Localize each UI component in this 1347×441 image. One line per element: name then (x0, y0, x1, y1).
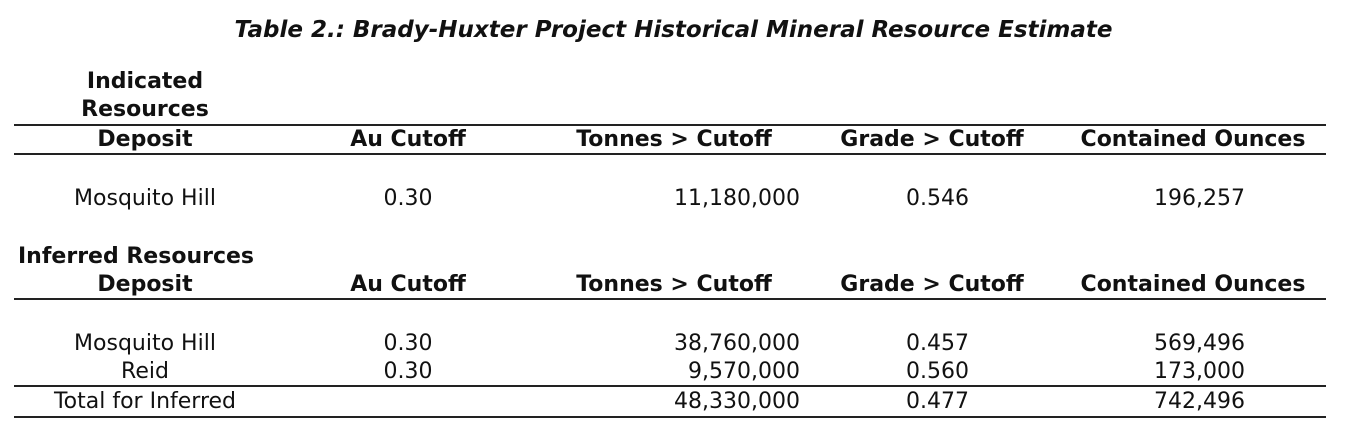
table-bottom-rule (14, 416, 1326, 418)
header-bottom-rule (14, 153, 1326, 155)
header-tonnes: Tonnes > Cutoff (576, 272, 772, 297)
cell-deposit: Mosquito Hill (74, 331, 216, 356)
cell-grade: 0.457 (906, 331, 969, 356)
header-au-cutoff: Au Cutoff (350, 127, 466, 152)
cell-deposit: Mosquito Hill (74, 186, 216, 211)
total-ounces: 742,496 (1154, 389, 1245, 414)
indicated-section-label: Indicated (86, 69, 204, 94)
cell-au-cutoff: 0.30 (383, 359, 433, 384)
cell-tonnes: 11,180,000 (674, 186, 800, 211)
cell-au-cutoff: 0.30 (383, 186, 433, 211)
cell-grade: 0.546 (906, 186, 969, 211)
cell-ounces: 569,496 (1154, 331, 1245, 356)
cell-ounces: 196,257 (1154, 186, 1245, 211)
cell-grade: 0.560 (906, 359, 969, 384)
cell-deposit: Reid (121, 359, 169, 384)
indicated-section-label-line2: Resources (81, 97, 209, 122)
header-bottom-rule (14, 298, 1326, 300)
cell-au-cutoff: 0.30 (383, 331, 433, 356)
header-grade: Grade > Cutoff (840, 272, 1024, 297)
total-top-rule (14, 385, 1326, 387)
table-title: Table 2.: Brady-Huxter Project Historical Mineral Resource Estimate (234, 17, 1113, 43)
header-au-cutoff: Au Cutoff (350, 272, 466, 297)
header-deposit: Deposit (97, 272, 193, 297)
total-label: Total for Inferred (53, 389, 237, 414)
cell-ounces: 173,000 (1154, 359, 1245, 384)
header-ounces: Contained Ounces (1080, 127, 1306, 152)
inferred-section-label: Inferred Resources (18, 244, 255, 269)
header-ounces: Contained Ounces (1080, 272, 1306, 297)
total-tonnes: 48,330,000 (674, 389, 800, 414)
header-tonnes: Tonnes > Cutoff (576, 127, 772, 152)
cell-tonnes: 9,570,000 (688, 359, 800, 384)
header-deposit: Deposit (97, 127, 193, 152)
cell-tonnes: 38,760,000 (674, 331, 800, 356)
header-grade: Grade > Cutoff (840, 127, 1024, 152)
total-grade: 0.477 (906, 389, 969, 414)
